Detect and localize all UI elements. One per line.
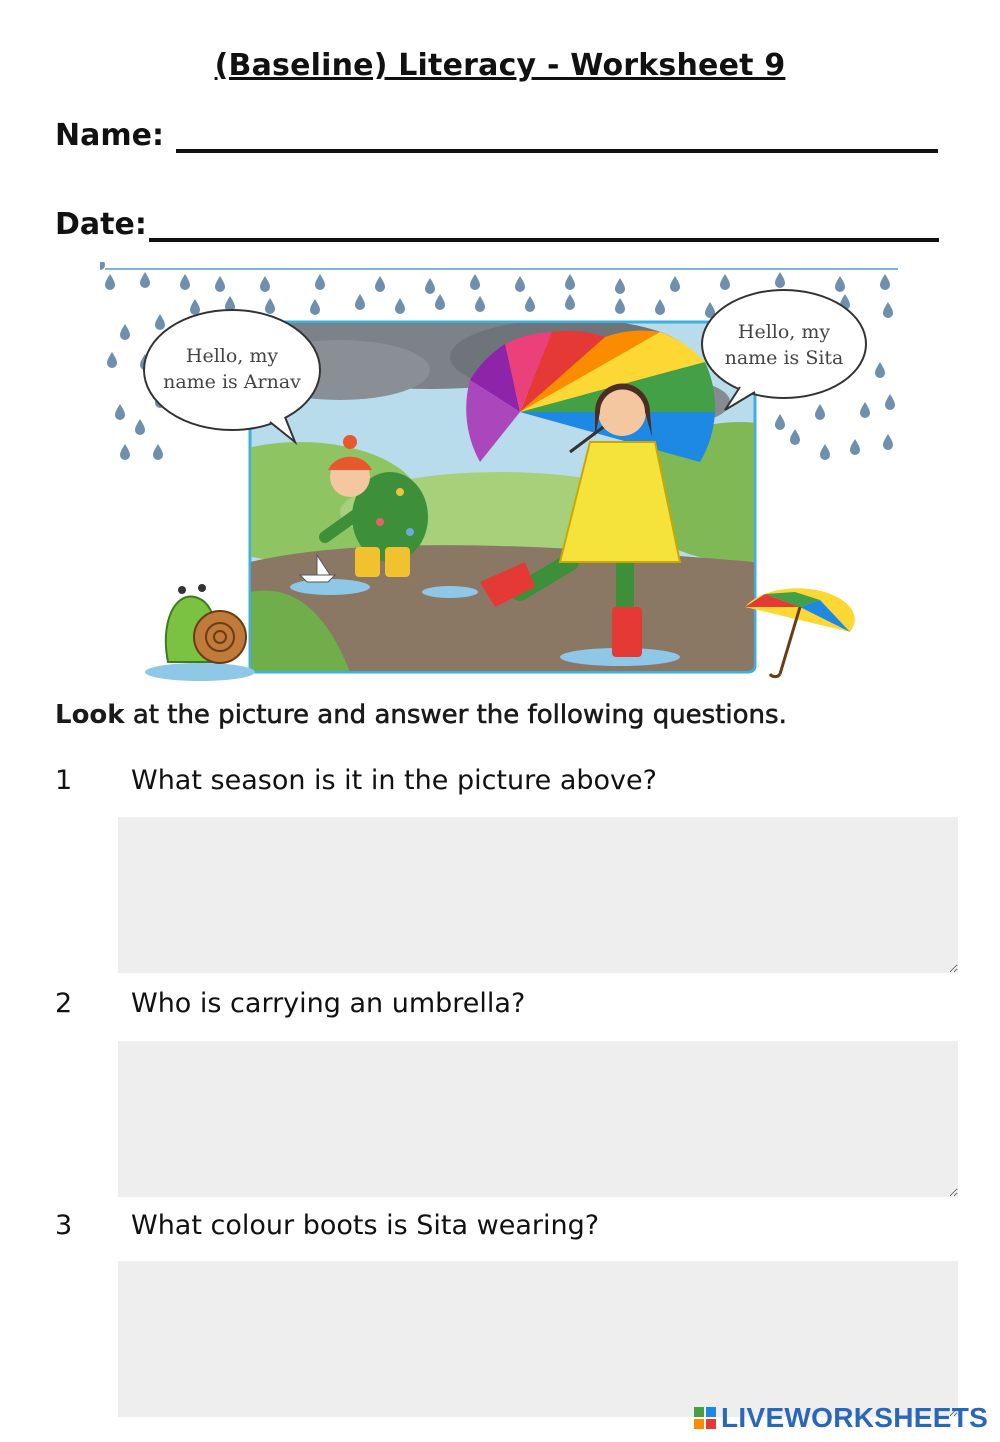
raindrop: [180, 274, 190, 290]
puddle: [422, 586, 478, 598]
raindrop: [565, 294, 575, 310]
raindrop: [615, 298, 625, 314]
raindrop: [720, 274, 730, 290]
answer-box-2[interactable]: [118, 1041, 958, 1197]
raindrop: [655, 299, 665, 315]
question-number: 1: [55, 765, 73, 796]
raindrop: [355, 294, 365, 310]
question-number: 2: [55, 988, 73, 1019]
date-answer-line[interactable]: [149, 212, 939, 242]
raindrop: [860, 402, 870, 418]
raindrop: [190, 299, 200, 315]
instruction-bold-word: Look: [55, 700, 125, 730]
question-number: 3: [55, 1210, 73, 1241]
raindrop: [105, 274, 115, 290]
raindrop: [850, 439, 860, 455]
instruction-text: [55, 700, 787, 730]
raindrop: [115, 404, 125, 420]
raindrop: [835, 276, 845, 292]
raindrop: [475, 296, 485, 312]
name-field-row: [55, 118, 938, 153]
question-text: What colour boots is Sita wearing?: [131, 1210, 600, 1241]
raindrop: [315, 274, 325, 290]
speech-sita-line2: name is Sita: [724, 347, 844, 369]
raindrop: [375, 276, 385, 292]
instruction-rest: at the picture and answer the following questions.: [124, 700, 787, 730]
raindrop: [525, 296, 535, 312]
raindrop: [775, 414, 785, 430]
raindrop: [265, 298, 275, 314]
raindrop: [107, 352, 117, 368]
raindrop: [615, 278, 625, 294]
question-text: What season is it in the picture above?: [131, 765, 657, 796]
raindrop: [260, 276, 270, 292]
raindrop: [135, 419, 145, 435]
brand-text: LIVEWORKSHEETS: [721, 1402, 989, 1433]
raindrop: [820, 444, 830, 460]
raindrop: [775, 272, 785, 288]
small-rainbow-umbrella: [745, 588, 855, 676]
date-field-row: [55, 207, 939, 242]
raindrop: [875, 362, 885, 378]
raindrop: [883, 302, 893, 318]
raindrop: [425, 278, 435, 294]
date-label: Date:: [55, 207, 147, 242]
raindrop: [395, 298, 405, 314]
raindrop: [790, 429, 800, 445]
raindrop: [120, 444, 130, 460]
raindrop: [120, 324, 130, 340]
raindrop: [140, 272, 150, 288]
liveworksheets-brand: [693, 1402, 988, 1434]
puddle: [290, 579, 370, 595]
raindrop: [815, 404, 825, 420]
name-answer-line[interactable]: [176, 123, 938, 153]
raindrop: [470, 274, 480, 290]
raindrop: [565, 274, 575, 290]
raindrop: [670, 276, 680, 292]
raindrop: [880, 274, 890, 290]
raindrop: [310, 299, 320, 315]
question-text: Who is carrying an umbrella?: [131, 988, 526, 1019]
rainy-day-illustration: [100, 262, 900, 690]
raindrop: [215, 276, 225, 292]
speech-arnav-line1: Hello, my: [185, 345, 279, 367]
speech-sita-line1: Hello, my: [737, 321, 831, 343]
paper-boat: [300, 575, 335, 582]
liveworksheets-logo-icon: [693, 1406, 717, 1430]
speech-arnav-line2: name is Arnav: [163, 371, 301, 393]
raindrop: [885, 394, 895, 410]
worksheet-title: (Baseline) Literacy - Worksheet 9: [214, 48, 786, 83]
raindrop: [883, 434, 893, 450]
answer-box-1[interactable]: [118, 817, 958, 973]
raindrop: [515, 276, 525, 292]
raindrop: [153, 444, 163, 460]
name-label: Name:: [55, 118, 164, 153]
raindrops: [100, 262, 105, 270]
raindrop: [155, 314, 165, 330]
red-boot: [612, 607, 642, 657]
raindrop: [435, 294, 445, 310]
snail: [145, 584, 255, 681]
answer-box-3[interactable]: [118, 1261, 958, 1417]
